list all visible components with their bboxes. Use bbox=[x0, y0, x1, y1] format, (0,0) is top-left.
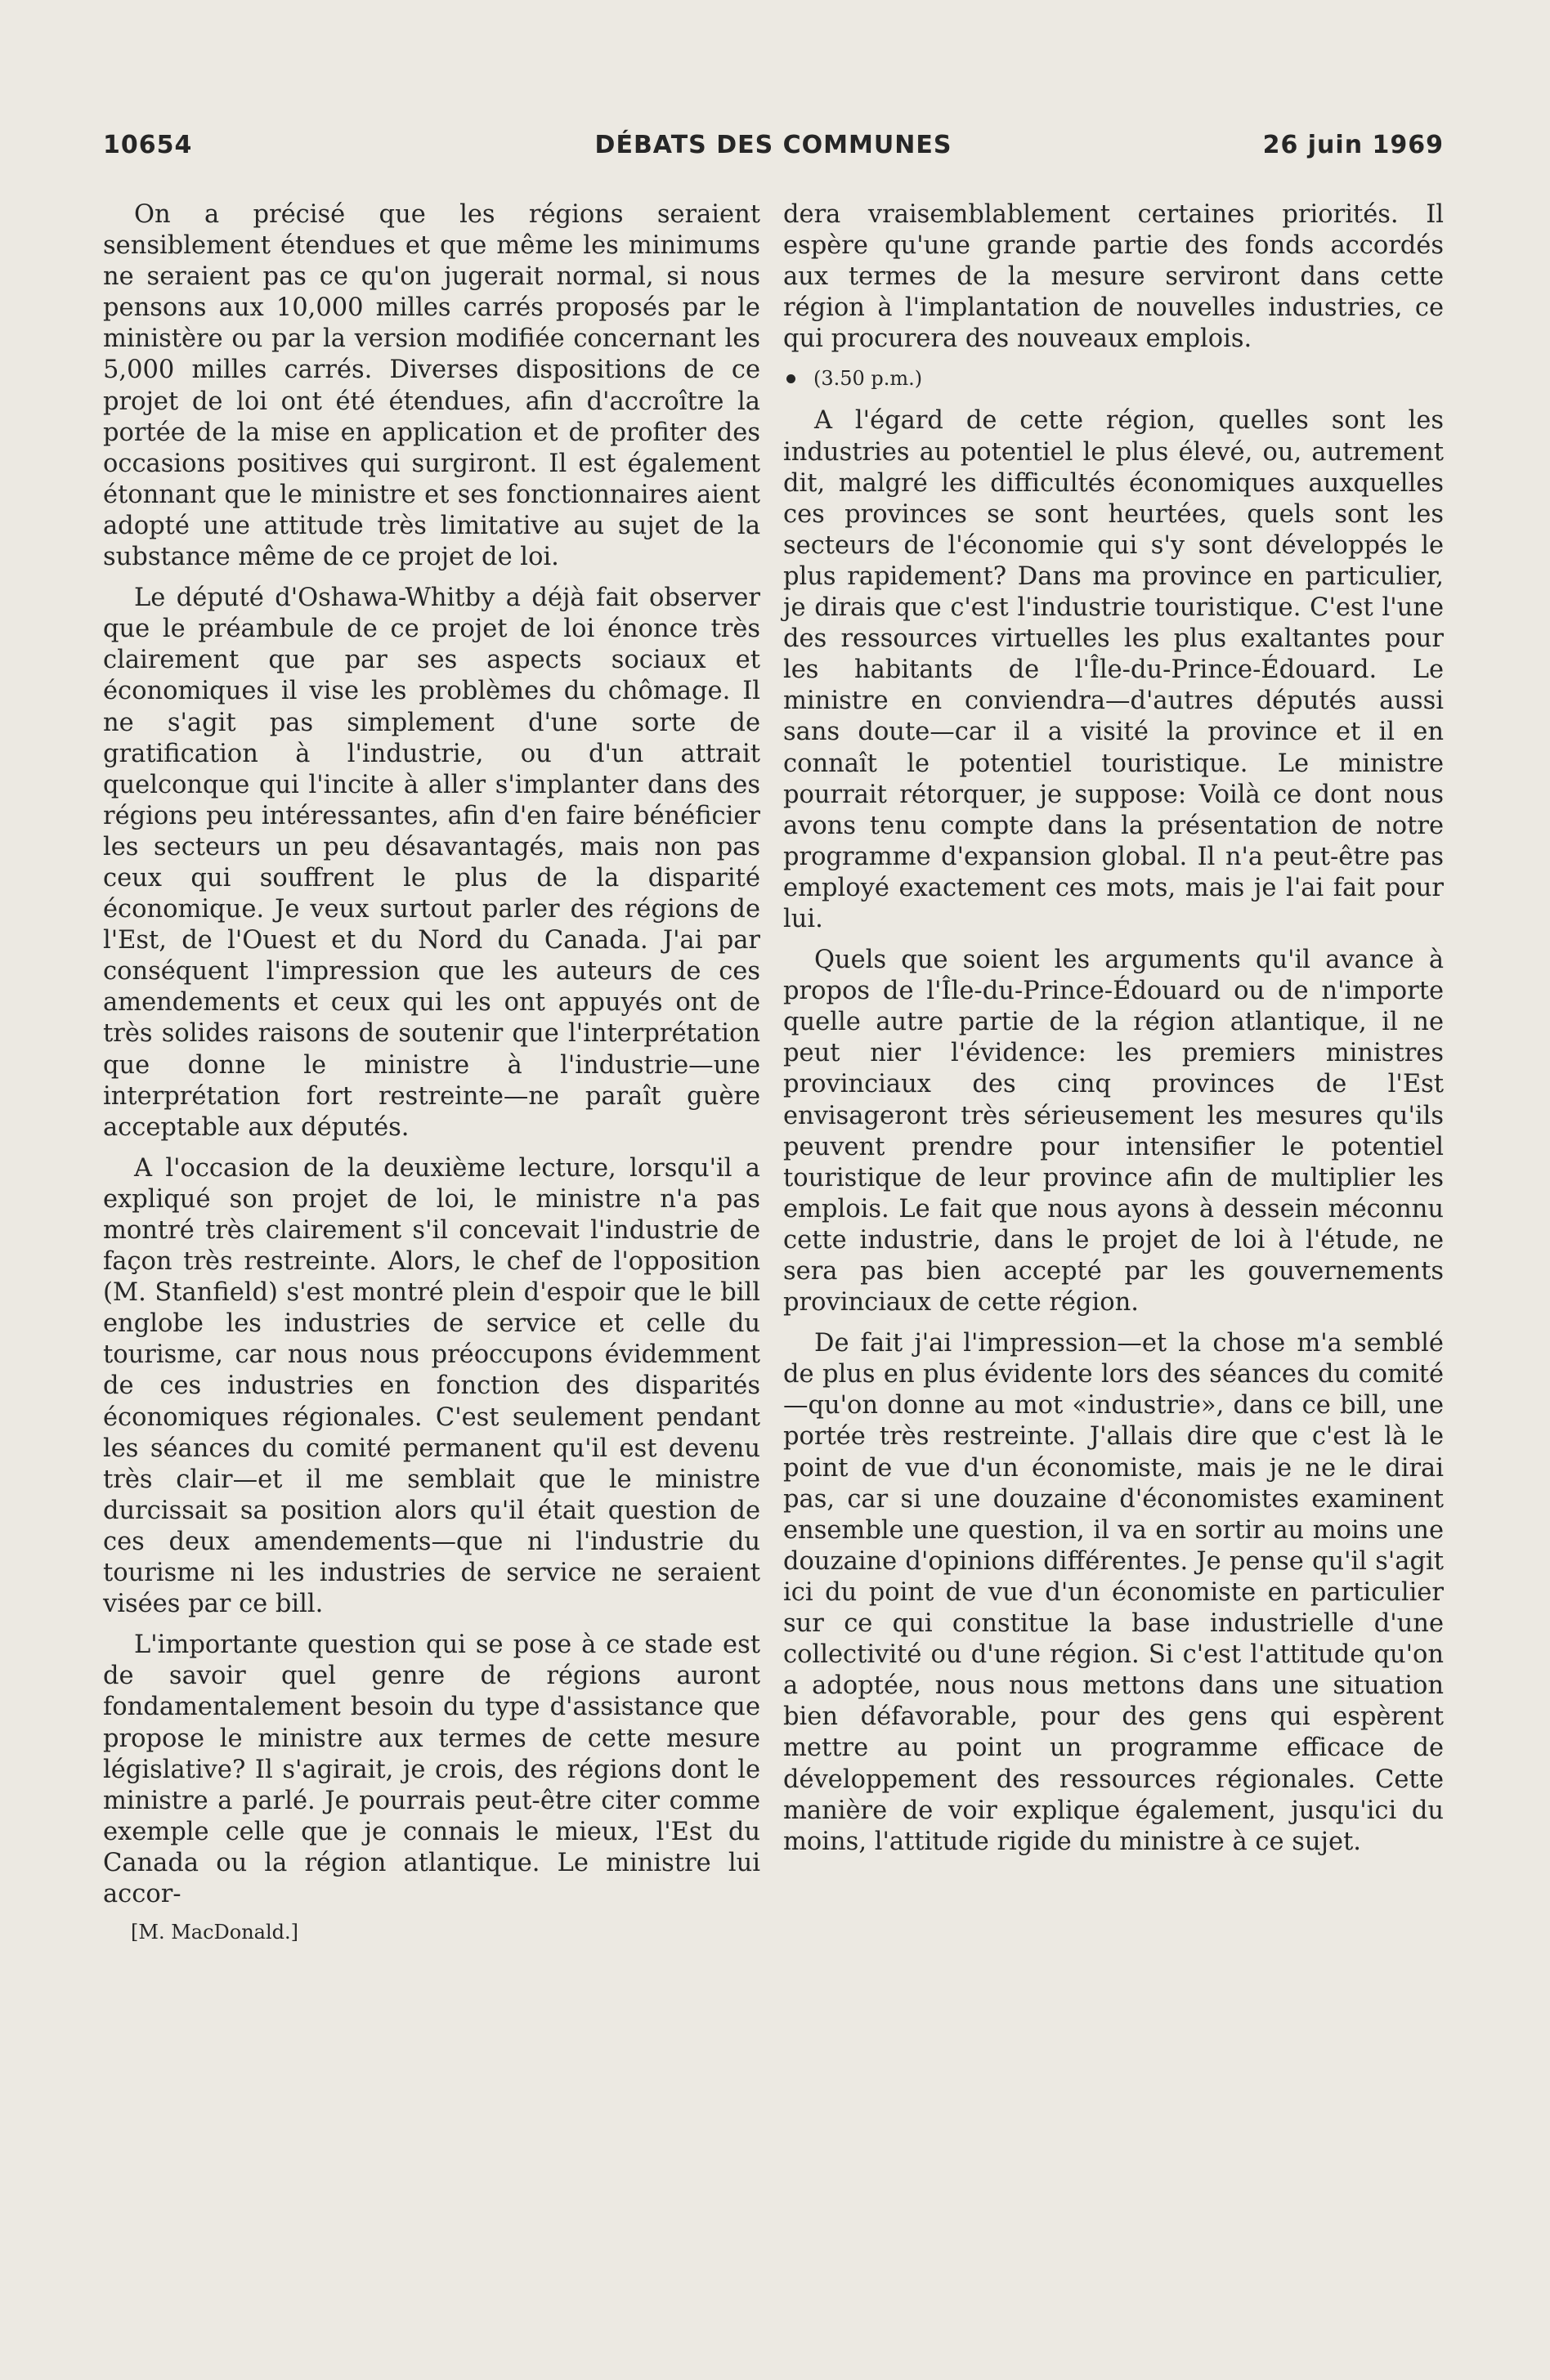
paragraph-continuation: dera vraisemblablement certaines priorités. Il espère qu'une grande partie des fonds accordés aux termes de la mesure serviront dans cette région à l'implantation de nouvelles industries, ce qui procurera des nouveaux emplois. bbox=[783, 200, 1444, 354]
paragraph: A l'occasion de la deuxième lecture, lorsqu'il a expliqué son projet de loi, le ministre n'a pas montré très clairement s'il concevait l'industrie de façon très restreinte. Alors, le chef de l'opposition (M. Stanfield) s'est montré plein d'espoir que le bill englobe les industries de service et celle du tourisme, car nous nous préoccupons évidemment de ces industries en fonction des disparités économiques régionales. C'est seulement pendant les séances du comité permanent qu'il est devenu très clair—et il me semblait que le ministre durcissait sa position alors qu'il était question de ces deux amendements—que ni l'industrie du tourisme ni les industries de service ne seraient visées par ce bill. bbox=[103, 1153, 760, 1619]
paragraph: A l'égard de cette région, quelles sont les industries au potentiel le plus élevé, ou, autrement dit, malgré les difficultés économiques auxquelles ces provinces se sont heurtées, quels sont les secteurs de l'économie qui s'y sont développés le plus rapidement? Dans ma province en particulier, je dirais que c'est l'industrie touristique. C'est l'une des ressources virtuelles les plus exaltantes pour les habitants de l'Île-du-Prince-Édouard. Le ministre en conviendra—d'autres députés aussi sans doute—car il a visité la province et il en connaît le potentiel touristique. Le ministre pourrait rétorquer, je suppose: Voilà ce dont nous avons tenu compte dans la présentation de notre programme d'expansion global. Il n'a peut-être pas employé exactement ces mots, mais je l'ai fait pour lui. bbox=[783, 406, 1444, 933]
speaker-attribution: [M. MacDonald.] bbox=[131, 1921, 299, 1944]
time-stamp-text: (3.50 p.m.) bbox=[813, 367, 923, 391]
page-header bbox=[103, 131, 1444, 167]
right-column bbox=[783, 199, 1444, 1868]
paragraph: Le député d'Oshawa-Whitby a déjà fait observer que le préambule de ce projet de loi énonce très clairement que par ses aspects sociaux et économiques il vise les problèmes du chômage. Il ne s'agit pas simplement d'une sorte de gratification à l'industrie, ou d'un attrait quelconque qui l'incite à aller s'implanter dans des régions peu intéressantes, afin d'en faire bénéficier les secteurs un peu désavantagés, mais non pas ceux qui souffrent le plus de la disparité économique. Je veux surtout parler des régions de l'Est, de l'Ouest et du Nord du Canada. J'ai par conséquent l'impression que les auteurs de ces amendements et ceux qui les ont appuyés ont de très solides raisons de soutenir que l'interprétation que donne le ministre à l'industrie—une interprétation fort restreinte—ne paraît guère acceptable aux députés. bbox=[103, 584, 760, 1142]
bullet-icon bbox=[786, 374, 795, 383]
page-date: 26 juin 1969 bbox=[1262, 131, 1444, 159]
running-title: DÉBATS DES COMMUNES bbox=[594, 131, 952, 159]
time-stamp bbox=[783, 366, 1444, 391]
paragraph: De fait j'ai l'impression—et la chose m'a semblé de plus en plus évidente lors des séances du comité—qu'on donne au mot «industrie», dans ce bill, une portée très restreinte. J'allais dire que c'est là le point de vue d'un économiste, mais je ne le dirai pas, car si une douzaine d'économistes examinent ensemble une question, il va en sortir au moins une douzaine d'opinions différentes. Je pense qu'il s'agit ici du point de vue d'un économiste en particulier sur ce qui constitue la base industrielle d'une collectivité ou d'une région. Si c'est l'attitude qu'on a adoptée, nous nous mettons dans une situation bien défavorable, pour des gens qui espèrent mettre au point un programme efficace de développement des ressources régionales. Cette manière de voir explique également, jusqu'ici du moins, l'attitude rigide du ministre à ce sujet. bbox=[783, 1329, 1444, 1856]
paragraph: Quels que soient les arguments qu'il avance à propos de l'Île-du-Prince-Édouard ou de n'importe quelle autre partie de la région atlantique, il ne peut nier l'évidence: les premiers ministres provinciaux des cinq provinces de l'Est envisageront très sérieusement les mesures qu'ils peuvent prendre pour intensifier le potentiel touristique de leur province afin de multiplier les emplois. Le fait que nous ayons à dessein méconnu cette industrie, dans le projet de loi à l'étude, ne sera pas bien accepté par les gouvernements provinciaux de cette région. bbox=[783, 946, 1444, 1318]
page-number: 10654 bbox=[103, 131, 193, 159]
paragraph: On a précisé que les régions seraient sensiblement étendues et que même les minimums ne seraient pas ce qu'on jugerait normal, si nous pensons aux 10,000 milles carrés proposés par le ministère ou par la version modifiée concernant les 5,000 milles carrés. Diverses dispositions de ce projet de loi ont été étendues, afin d'accroître la portée de la mise en application et de profiter des occasions positives qui surgiront. Il est également étonnant que le ministre et ses fonctionnaires aient adopté une attitude très limitative au sujet de la substance même de ce projet de loi. bbox=[103, 200, 760, 572]
paragraph: L'importante question qui se pose à ce stade est de savoir quel genre de régions auront fondamentalement besoin du type d'assistance que propose le ministre aux termes de cette mesure législative? Il s'agirait, je crois, des régions dont le ministre a parlé. Je pourrais peut-être citer comme exemple celle que je connais le mieux, l'Est du Canada ou la région atlantique. Le ministre lui accor- bbox=[103, 1631, 760, 1908]
left-column bbox=[103, 199, 760, 1944]
